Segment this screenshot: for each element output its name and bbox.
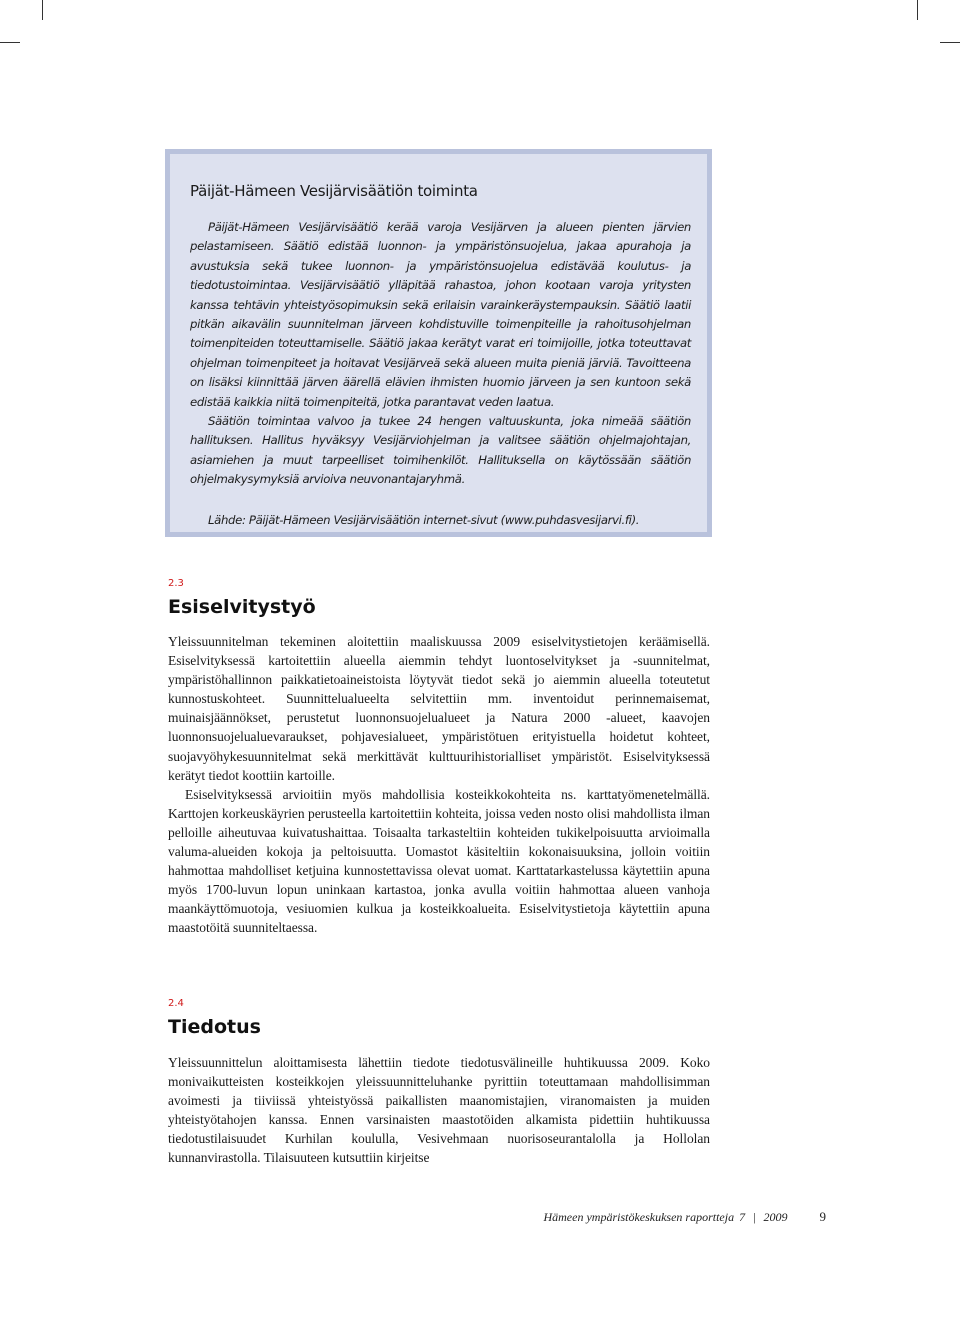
footer-publication: Hämeen ympäristökeskuksen raportteja (543, 1209, 735, 1224)
section-number: 2.3 (168, 578, 184, 589)
body-paragraph: Yleissuunnitelman tekeminen aloitettiin maaliskuussa 2009 esiselvitystietojen keräämisellä. Esiselvityksessä kartoitettiin alueella aiemmin tehdyt luontoselvitykset ja -suunnitelmat, ympäristöhallinnon paikkatietoaineistoista löytyvät tiedot sekä jo aiemmin alueella toteutetut kunnostuskohteet. Suunnittelualueelta selvitettiin mm. inventoidut perinnemaisemat, muinaisjäännökset, perustetut luonnonsuojelualueet ja Natura 2000 -alueet, kaavojen luonnonsuojelualuevaraukset, pohjavesialueet, ympäristötuen erityistuella hoidetut kohteet, suojavyöhykesuunnitelmat sekä merkittävät kulttuurihistorialliset ympäristöt. Esiselvityksessä kerätyt tiedot koottiin kartoille. (168, 634, 710, 783)
crop-mark (940, 42, 960, 43)
section-title: Esiselvitystyö (168, 596, 316, 618)
section-body (168, 1053, 710, 1168)
info-box (165, 149, 712, 537)
page-footer (500, 1209, 826, 1225)
crop-mark (0, 42, 20, 43)
body-paragraph: Yleissuunnittelun aloittamisesta lähettiin tiedote tiedotusvälineille huhtikuussa 2009. Koko monivaikutteisten kosteikkojen yleissuunnitteluhanke pyrittiin toteuttamaan mahdollisimman avoimesti ja tiiviissä yhteistyössä paikallisten maanomistajien, viranomaisten ja muiden yhteistyötahojen kanssa. Ennen varsinaisten maastotöiden alkamista pidettiin huhtikuussa tiedotustilaisuudet Kurhilan koululla, Vesivehmaan nuorisoseurantalolla ja Hollolan kunnanvirastolla. Tilaisuuteen kutsuttiin kirjeitse (168, 1055, 710, 1166)
info-box-paragraph: Säätiön toimintaa valvoo ja tukee 24 hengen valtuuskunta, joka nimeää säätiön hallituksen. Hallitus hyväksyy Vesijärviohjelman ja valitsee säätiön ohjelmajohtajan, asiamiehen ja muut tarpeelliset toimihenkilöt. Hallituksella on käytössään säätiön ohjelmakysymyksiä arvioiva neuvonantajaryhmä. (190, 414, 691, 487)
crop-mark (42, 0, 43, 20)
info-box-source: Lähde: Päijät-Hämeen Vesijärvisäätiön internet-sivut (www.puhdasvesijarvi.fi). (208, 512, 640, 527)
section-title: Tiedotus (168, 1016, 261, 1038)
page-number: 9 (819, 1209, 826, 1224)
body-paragraph: Esiselvityksessä arvioitiin myös mahdollisia kosteikkokohteita ns. karttatyömenetelmällä. Karttojen korkeuskäyrien perusteella kartoitettiin kohteita, joissa veden nosto olisi mahdollista ilman pelloille aiheutuvaa kuivatushaittaa. Toisaalta tarkasteltiin kohteiden tukikelpoisuutta arvioimalla valuma-alueiden kokoja ja peltoisuutta. Uomastot käsiteltiin kokonaisuuksina, jolloin voitiin hahmottaa mahdolliset ketjuina kunnostettavissa olevat uomat. Karttatarkastelussa käytettiin apuna myös 1700-luvun lopun uninkaan kartastoa, jonka avulla voitiin hahmottaa alueen vanhoja maankäyttömuotoja, vesiuomien kulkua ja kosteikkoalueita. Esiselvitystietoja käytettiin apuna maastotöitä suunniteltaessa. (168, 786, 710, 936)
section-number: 2.4 (168, 998, 184, 1009)
footer-issue: 7 (739, 1209, 746, 1224)
footer-separator: | (753, 1209, 756, 1224)
info-box-paragraph: Päijät-Hämeen Vesijärvisäätiö kerää varoja Vesijärven ja alueen pienten järvien pelastamiseen. Säätiö edistää luonnon- ja ympäristönsuojelua, jakaa apurahoja ja avustuksia sekä tukee luonnon- ja ympäristönsuojelua edistävää koulutus- ja tiedotustoimintaa. Vesijärvisäätiö ylläpitää rahastoa, johon kootaan varoja yritysten kanssa tehtävin yhteistyösopimuksin sekä erilaisin varainkeräystempauksin. Säätiö laatii pitkän aikavälin suunnitelman järveen kohdistuville toimenpiteille ja rahoitusohjelman toimenpiteiden toteuttamiselle. Säätiö jakaa kerätyt varat eri toimijoille, jotka toteuttavat ohjelman toimenpiteet ja hoitavat Vesijärveä sekä alueen muita pieniä järviä. Tavoitteena on lisäksi kiinnittää järven äärellä elävien ihmisten huomio järveen ja sen kuntoon sekä edistää kaikkia niitä toimenpiteitä, jotka parantavat veden laatua. (190, 220, 691, 409)
section-body (168, 632, 710, 938)
footer-year: 2009 (763, 1209, 788, 1224)
info-box-title: Päijät-Hämeen Vesijärvisäätiön toiminta (190, 182, 478, 200)
crop-mark (917, 0, 918, 20)
